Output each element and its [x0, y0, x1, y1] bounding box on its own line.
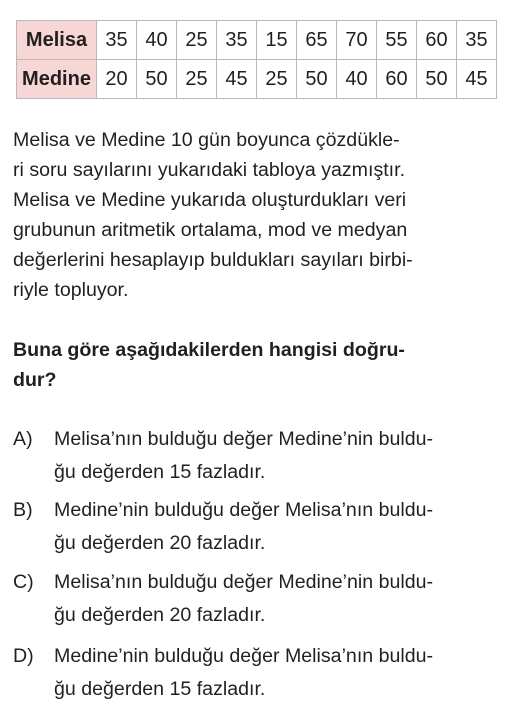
table-cell: 40: [337, 60, 377, 99]
problem-text-line: değerlerini hesaplayıp buldukları sayıları birbi-: [13, 249, 413, 271]
table-cell: 25: [257, 60, 297, 99]
table-cell: 20: [97, 60, 137, 99]
table-cell: 25: [177, 60, 217, 99]
table-cell: 45: [457, 60, 497, 99]
table-cell: 55: [377, 21, 417, 60]
table-cell: 35: [97, 21, 137, 60]
table-cell: 25: [177, 21, 217, 60]
table-cell: 50: [417, 60, 457, 99]
problem-text-line: grubunun aritmetik ortalama, mod ve medyan: [13, 219, 408, 241]
problem-text-line: Melisa ve Medine yukarıda oluşturdukları veri: [13, 189, 407, 211]
table-cell: 50: [297, 60, 337, 99]
option-a[interactable]: [13, 423, 518, 489]
question-line: Buna göre aşağıdakilerden hangisi doğru-: [13, 339, 405, 361]
option-text-line: Melisa’nın bulduğu değer Medine’nin buldu-: [54, 571, 434, 593]
table-cell: 40: [137, 21, 177, 60]
option-text-line: ğu değerden 20 fazladır.: [54, 532, 266, 554]
option-text-line: Melisa’nın bulduğu değer Medine’nin buldu-: [54, 428, 434, 450]
option-d[interactable]: [13, 640, 518, 706]
option-letter: B): [13, 499, 33, 521]
option-text-line: ğu değerden 20 fazladır.: [54, 604, 266, 626]
option-text-line: ğu değerden 15 fazladır.: [54, 461, 266, 483]
option-letter: A): [13, 428, 33, 450]
problem-text-line: ri soru sayılarını yukarıdaki tabloya yazmıştır.: [13, 159, 406, 181]
table-cell: 45: [217, 60, 257, 99]
option-c[interactable]: [13, 566, 518, 632]
option-text-line: ğu değerden 15 fazladır.: [54, 678, 266, 700]
question-line: dur?: [13, 369, 57, 391]
problem-text: [13, 125, 513, 305]
table-cell: 70: [337, 21, 377, 60]
data-table-container: [16, 20, 497, 99]
row-header-melisa: Melisa: [17, 21, 97, 60]
option-text-line: Medine’nin bulduğu değer Melisa’nın buldu-: [54, 645, 434, 667]
table-cell: 50: [137, 60, 177, 99]
option-text-line: Medine’nin bulduğu değer Melisa’nın buldu-: [54, 499, 434, 521]
problem-text-line: Melisa ve Medine 10 gün boyunca çözdükle-: [13, 129, 400, 151]
table-cell: 60: [417, 21, 457, 60]
table-cell: 65: [297, 21, 337, 60]
option-letter: C): [13, 571, 34, 593]
option-b[interactable]: [13, 494, 518, 560]
option-letter: D): [13, 645, 34, 667]
data-table: [16, 20, 497, 99]
table-row-medine: [17, 60, 497, 99]
problem-text-line: riyle topluyor.: [13, 279, 129, 301]
row-header-medine: Medine: [17, 60, 97, 99]
question-stem: [13, 335, 513, 395]
table-cell: 35: [457, 21, 497, 60]
table-cell: 60: [377, 60, 417, 99]
table-cell: 15: [257, 21, 297, 60]
table-cell: 35: [217, 21, 257, 60]
table-row-melisa: [17, 21, 497, 60]
